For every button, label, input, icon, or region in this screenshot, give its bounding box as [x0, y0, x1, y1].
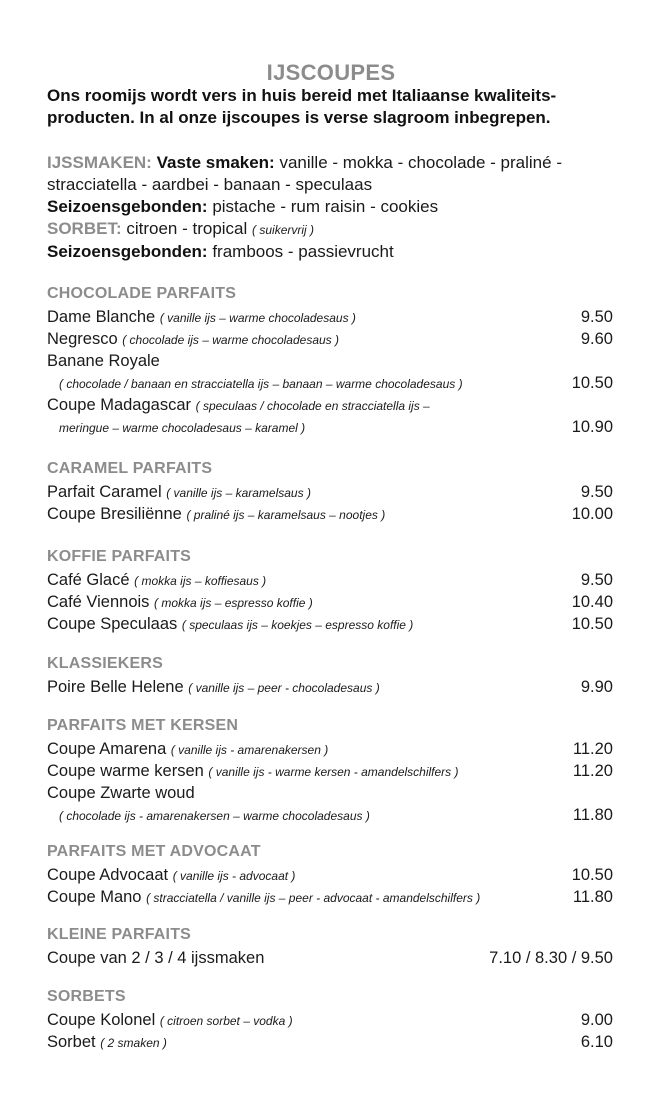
- item-name: Banane Royale: [47, 352, 160, 370]
- item-name: Café Glacé: [47, 571, 130, 589]
- item-name: Coupe Advocaat: [47, 866, 169, 884]
- item-price: 9.90: [580, 678, 613, 696]
- item-desc: ( praliné ijs – karamelsaus – nootjes ): [186, 508, 386, 522]
- seizoen-ijs-line: [47, 196, 627, 218]
- menu-item: [47, 947, 613, 969]
- item-desc: ( mokka ijs – koffiesaus ): [134, 574, 267, 588]
- menu-item: [47, 503, 613, 525]
- item-name: Coupe Madagascar: [47, 396, 192, 414]
- menu-item: [47, 1009, 613, 1031]
- item-price: 9.50: [580, 571, 613, 589]
- item-desc: ( 2 smaken ): [100, 1036, 167, 1050]
- menu-item: [47, 350, 613, 372]
- item-price: 10.40: [571, 593, 613, 611]
- menu-item: [47, 676, 613, 698]
- item-name: Coupe Bresiliënne: [47, 505, 182, 523]
- item-desc: ( mokka ijs – espresso koffie ): [154, 596, 313, 610]
- item-desc: ( chocolade ijs – warme chocoladesaus ): [122, 333, 339, 347]
- item-name: Coupe van 2 / 3 / 4 ijssmaken: [47, 949, 265, 967]
- section-heading-chocolade: CHOCOLADE PARFAITS: [47, 285, 237, 302]
- item-desc: ( vanille ijs – warme chocoladesaus ): [159, 311, 356, 325]
- menu-item-continued: [47, 372, 613, 394]
- item-desc: ( chocolade / banaan en stracciatella ijs – banaan – warme chocoladesaus ): [59, 377, 463, 391]
- menu-item: [47, 481, 613, 503]
- page-title: IJSCOUPES: [266, 60, 396, 85]
- item-name: Coupe Mano: [47, 888, 142, 906]
- sorbet-text: citroen - tropical: [126, 219, 248, 238]
- sorbet-note: ( suikervrij ): [252, 223, 315, 237]
- sorbet-line: [47, 218, 627, 241]
- vaste-smaken-line-2: stracciatella - aardbei - banaan - speculaas: [47, 175, 373, 194]
- ijssmaken-label: IJSSMAKEN:: [47, 153, 152, 172]
- item-name: Dame Blanche: [47, 308, 156, 326]
- vaste-smaken-text: vanille - mokka - chocolade - praliné -: [279, 153, 562, 172]
- intro-line-1: Ons roomijs wordt vers in huis bereid met Italiaanse kwaliteits-: [47, 86, 557, 105]
- menu-item: [47, 864, 613, 886]
- vaste-smaken-label: Vaste smaken:: [156, 153, 275, 172]
- item-name: Poire Belle Helene: [47, 678, 184, 696]
- item-price: 10.90: [571, 418, 613, 436]
- item-desc: ( vanille ijs - advocaat ): [172, 869, 296, 883]
- intro-line-2: producten. In al onze ijscoupes is verse slagroom inbegrepen.: [47, 108, 551, 127]
- menu-item: [47, 1031, 613, 1053]
- menu-item: [47, 569, 613, 591]
- menu-item-continued: [47, 416, 613, 438]
- item-price: 10.50: [571, 866, 613, 884]
- section-heading-sorbets: SORBETS: [47, 988, 126, 1005]
- item-price: 11.80: [572, 888, 613, 906]
- section-heading-advocaat: PARFAITS MET ADVOCAAT: [47, 843, 261, 860]
- item-desc: ( stracciatella / vanille ijs – peer - advocaat - amandelschilfers ): [146, 891, 481, 905]
- menu-item: [47, 886, 613, 908]
- item-price: 10.50: [571, 615, 613, 633]
- item-desc: ( citroen sorbet – vodka ): [159, 1014, 293, 1028]
- item-desc: ( chocolade ijs - amarenakersen – warme chocoladesaus ): [59, 809, 370, 823]
- item-desc: ( vanille ijs - warme kersen - amandelschilfers ): [208, 765, 459, 779]
- sorbet-label: SORBET:: [47, 219, 122, 238]
- seizoen-sorbet-label: Seizoensgebonden:: [47, 242, 208, 261]
- item-desc-2: meringue – warme chocoladesaus – karamel ): [59, 421, 306, 435]
- menu-item: [47, 591, 613, 613]
- seizoen-ijs-text: pistache - rum raisin - cookies: [212, 197, 439, 216]
- item-desc: ( vanille ijs – karamelsaus ): [166, 486, 311, 500]
- seizoen-ijs-label: Seizoensgebonden:: [47, 197, 208, 216]
- section-heading-kleine: KLEINE PARFAITS: [47, 926, 192, 943]
- item-price: 9.60: [580, 330, 613, 348]
- menu-item: [47, 782, 613, 804]
- item-name: Coupe Kolonel: [47, 1011, 156, 1029]
- item-name: Negresco: [47, 330, 118, 348]
- item-name: Sorbet: [47, 1033, 96, 1051]
- menu-item: [47, 306, 613, 328]
- item-name: Coupe Amarena: [47, 740, 167, 758]
- menu-item: [47, 394, 613, 416]
- vaste-smaken-line: [47, 152, 627, 174]
- item-name: Coupe Speculaas: [47, 615, 178, 633]
- section-heading-klassiekers: KLASSIEKERS: [47, 655, 163, 672]
- item-price: 11.20: [572, 762, 613, 780]
- seizoen-sorbet-line: [47, 241, 627, 263]
- intro-text: [47, 85, 627, 129]
- item-price: 10.00: [571, 505, 613, 523]
- flavors-block: [47, 152, 627, 263]
- item-price: 9.50: [580, 308, 613, 326]
- item-price: 9.00: [580, 1011, 613, 1029]
- item-price: 10.50: [571, 374, 613, 392]
- item-price: 6.10: [580, 1033, 613, 1051]
- menu-item: [47, 760, 613, 782]
- section-heading-kersen: PARFAITS MET KERSEN: [47, 717, 239, 734]
- menu-item: [47, 328, 613, 350]
- item-name: Café Viennois: [47, 593, 150, 611]
- item-desc: ( speculaas ijs – koekjes – espresso koffie ): [181, 618, 414, 632]
- item-name: Coupe warme kersen: [47, 762, 204, 780]
- menu-item: [47, 738, 613, 760]
- item-desc: ( vanille ijs - amarenakersen ): [170, 743, 329, 757]
- item-price: 9.50: [580, 483, 613, 501]
- item-price: 11.80: [572, 806, 613, 824]
- section-heading-caramel: CARAMEL PARFAITS: [47, 460, 213, 477]
- item-desc: ( vanille ijs – peer - chocoladesaus ): [188, 681, 380, 695]
- menu-item: [47, 613, 613, 635]
- menu-item-continued: [47, 804, 613, 826]
- item-name: Parfait Caramel: [47, 483, 162, 501]
- section-heading-koffie: KOFFIE PARFAITS: [47, 548, 192, 565]
- seizoen-sorbet-text: framboos - passievrucht: [212, 242, 394, 261]
- item-price: 11.20: [572, 740, 613, 758]
- item-price: 7.10 / 8.30 / 9.50: [489, 949, 613, 967]
- item-name: Coupe Zwarte woud: [47, 784, 195, 802]
- item-desc: ( speculaas / chocolade en stracciatella ijs –: [195, 399, 430, 413]
